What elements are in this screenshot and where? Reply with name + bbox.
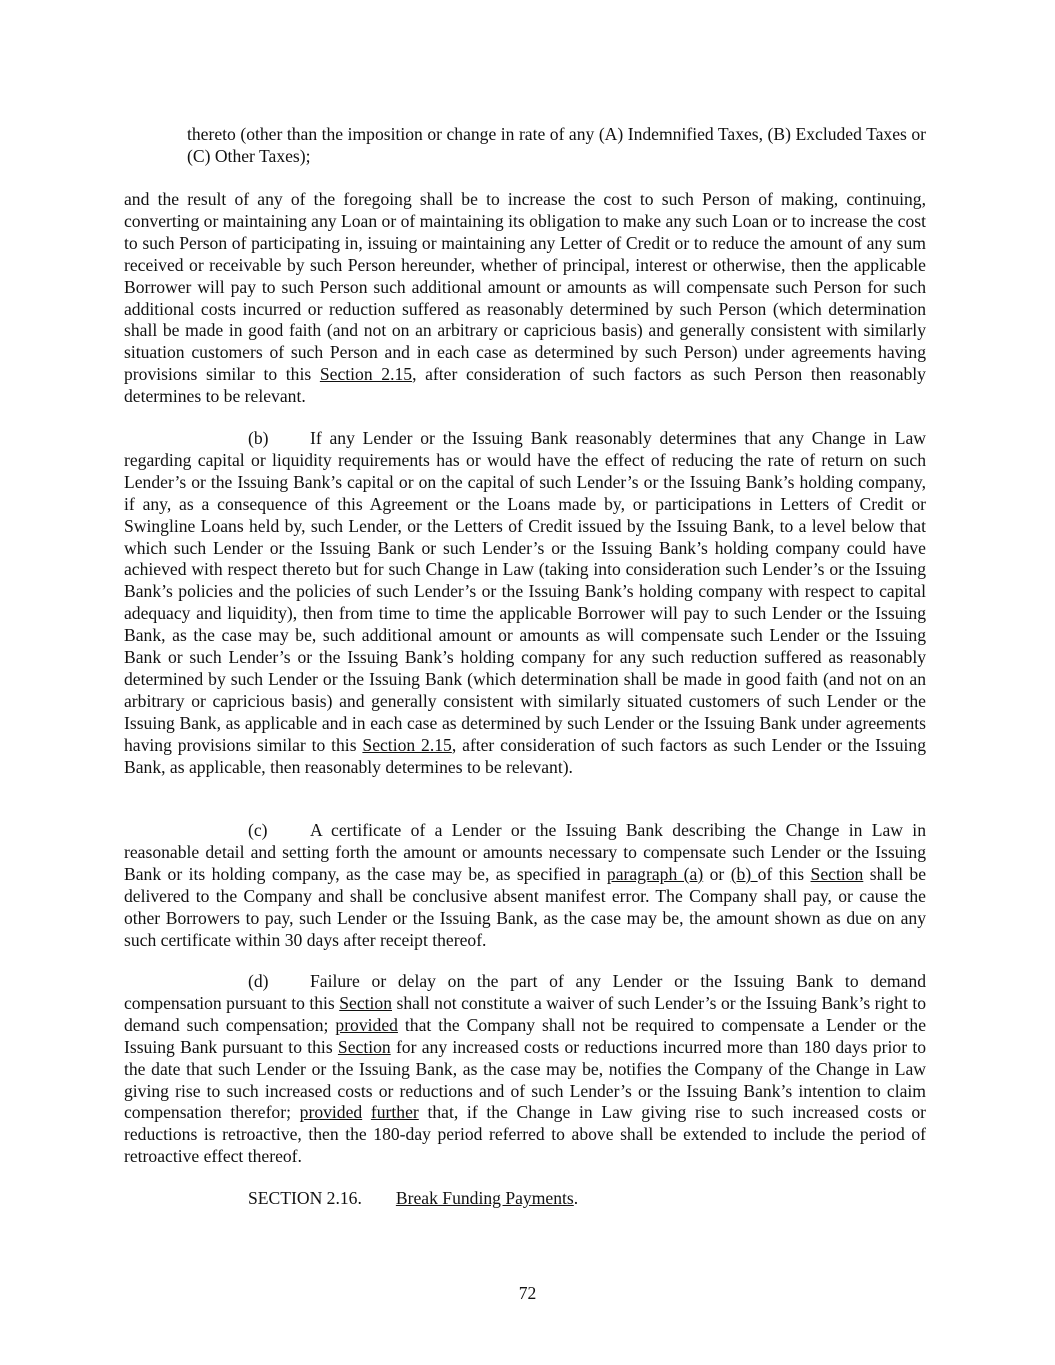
paragraph-d: [124, 971, 926, 1168]
intro-clause: [187, 124, 926, 168]
para-d-text: [362, 1102, 371, 1122]
para-result-text: and the result of any of the foregoing shall be to increase the cost to such Person of making, continuing, converting or maintaining any Loan or of maintaining its obligation to make any such Loan or to increase the cost to such Person of participating in, issuing or maintaining any Letter of Credit or to reduce the amount of any sum received or receivable by such Person hereunder, whether of principal, interest or otherwise, then the applicable Borrower will pay to such Person such additional amount or amounts as will compensate such Person for such additional costs incurred or reduction suffered as reasonably determined by such Person (which determination shall be made in good faith (and not on an arbitrary or capricious basis) and generally consistent with similarly situation customers of such Person and in each case as determined by such Person) under agreements having provisions similar to this: [124, 189, 926, 385]
para-d-text: for any increased costs or reductions incurred more than 180 days prior to the date that such Lender or the Issuing Bank, as the case may be, notifies the Company of the Change in Law giving rise to such increased costs or reductions and of such Lender’s or the Issuing Bank’s intention to claim compensation therefor;: [124, 1036, 927, 1123]
para-b-text-end: , after consideration of such factors as such Lender or the Issuing Bank, as applicable, then reasonably determines to be relevant).: [124, 734, 927, 777]
section-link[interactable]: Section: [337, 1036, 391, 1057]
intro-text: thereto (other than the imposition or change in rate of any (A) Indemnified Taxes, (B) Excluded Taxes or (C) Other Taxes);: [187, 124, 926, 166]
section-heading-end: .: [573, 1188, 579, 1208]
para-result-text-end: , after consideration of such factors as such Person then reasonably determines to be relevant.: [124, 364, 926, 407]
para-c-text: or: [703, 863, 731, 884]
provided-term: provided: [335, 1014, 398, 1035]
para-d-text: that, if the Change in Law giving rise to such increased costs or reductions is retroactive, then the 180-day period referred to above shall be extended to include the period of retroactive effect thereof.: [124, 1102, 926, 1167]
para-c-text: A certificate of a Lender or the Issuing Bank describing the Change in Law in reasonable detail and setting forth the amount or amounts necessary to compensate such Lender or the Issuing Bank or its holding company, as the case may be, as specified in: [124, 820, 926, 884]
para-d-number: (d): [248, 971, 269, 991]
provided-term: provided: [299, 1102, 363, 1123]
paragraph-c: [124, 820, 926, 951]
para-d-text: Failure or delay on the part of any Lender or the Issuing Bank to demand compensation pursuant to this: [124, 971, 926, 1013]
para-c-text: of this: [757, 863, 811, 884]
para-b-number: (b): [248, 428, 269, 448]
section-2-15-link[interactable]: Section 2.15: [319, 364, 413, 385]
paragraph-b: [124, 428, 926, 779]
para-c-text: shall be delivered to the Company and shall be conclusive absent manifest error. The Company shall pay, or cause the other Borrowers to pay, such Lender or the Issuing Bank, as the case may be, the amount shown as due on any such certificate within 30 days after receipt thereof.: [124, 863, 926, 950]
section-link[interactable]: Section: [339, 992, 393, 1013]
section-heading-title: Break Funding Payments: [395, 1188, 574, 1208]
para-d-text: that the Company shall not be required to compensate a Lender or the Issuing Bank pursuant to this: [124, 1014, 926, 1057]
para-b-text: If any Lender or the Issuing Bank reasonably determines that any Change in Law regarding capital or liquidity requirements has or would have the effect of reducing the rate of return on such Lender’s or the Issuing Bank’s capital or on the capital of such Lender’s or the Issuing Bank’s holding company, if any, as a consequence of this Agreement or the Loans made by, or participations in Letters of Credit or Swingline Loans held by, such Lender, or the Letters of Credit issued by the Issuing Bank, to a level below that which such Lender or the Issuing Bank or such Lender’s or the Issuing Bank’s holding company could have achieved with respect thereto but for such Change in Law (taking into consideration such Lender’s or the Issuing Bank’s policies and the policies of such Lender’s or the Issuing Bank’s holding company with respect to capital adequacy and liquidity), then from time to time the applicable Borrower will pay to such Lender or the Issuing Bank, as the case may be, such additional amount or amounts as will compensate such Lender or the Issuing Bank or such Lender’s or the Issuing Bank’s holding company for any such reduction suffered as reasonably determined by such Lender or the Issuing Bank (which determination shall be made in good faith (and not on an arbitrary or capricious basis) and generally consistent with similarly situated customers of such Lender or the Issuing Bank, as applicable and in each case as determined by such Lender or the Issuing Bank under agreements having provisions similar to this: [124, 428, 926, 755]
further-term: further: [370, 1102, 419, 1123]
section-link[interactable]: Section: [810, 863, 864, 884]
para-c-number: (c): [248, 820, 268, 840]
paragraph-a-link[interactable]: paragraph (a): [606, 863, 704, 884]
section-2-15-link[interactable]: Section 2.15: [362, 734, 452, 755]
para-d-text: shall not constitute a waiver of such Lender’s or the Issuing Bank’s right to demand such compensation;: [124, 992, 927, 1035]
paragraph-result: [124, 189, 926, 408]
section-heading: [248, 1188, 578, 1210]
section-heading-label: SECTION 2.16.: [248, 1188, 362, 1208]
page-number: 72: [518, 1283, 537, 1303]
paragraph-b-link[interactable]: (b): [730, 863, 758, 884]
